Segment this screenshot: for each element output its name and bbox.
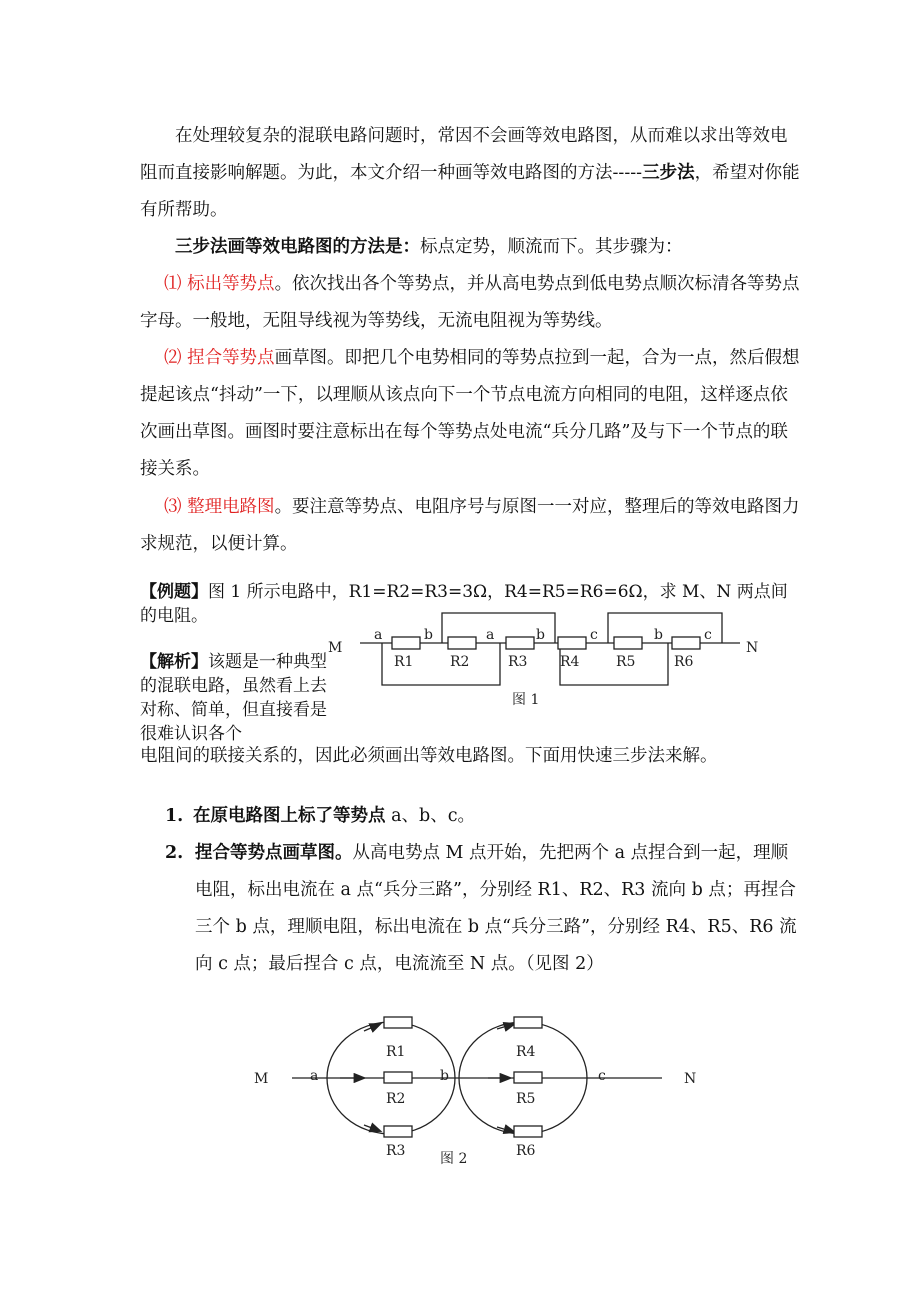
fig1-resistor-label: R4 [560, 654, 580, 670]
method-text: 标点定势，顺流而下。其步骤为： [420, 237, 683, 257]
step-3 [140, 489, 800, 563]
step-1-text: 。依次找出各个等势点，并从高电势点到低电势点顺次标清各等势点字母。一般地，无阻导线视为等势线，无流电阻视为等势线。 [140, 274, 800, 331]
analysis-text-side: 该题是一种典型的混联电路，虽然看上去对称、简单，但直接看是很难认识各个 [140, 652, 327, 744]
fig1-caption: 图 1 [512, 692, 540, 708]
intro-text: 在处理较复杂的混联电路问题时，常因不会画等效电路图，从而难以求出等效电阻而直接影响解题。为此，本文介绍一种画等效电路图的方法----- [140, 126, 788, 183]
step-1-label: ⑴ 标出等势点 [164, 274, 275, 294]
fig1-node-label: b [536, 627, 545, 643]
solution-step-1 [165, 798, 805, 835]
fig2-resistor-r4 [514, 1017, 542, 1028]
step-1 [140, 266, 800, 340]
solution-step-2-text: 从高电势点 M 点开始，先把两个 a 点捏合到一起，理顺电阻，标出电流在 a 点“兵分三路”，分别经 R1、R2、R3 流向 b 点；再捏合三个 b 点，理顺电阻，标出电流在 b 点“兵分三路”，分别经 R4、R5、R6 流向 c 点；最后捏合 c 点，电流流至 N 点。（见图 2） [195, 843, 797, 974]
fig2-resistor-r5 [514, 1072, 542, 1083]
step-2-text: 画草图。即把几个电势相同的等势点拉到一起，合为一点，然后假想提起该点“抖动”一下，以理顺从该点向下一个节点电流方向相同的电阻，这样逐点依次画出草图。画图时要注意标出在每个等势点处电流“兵分几路”及与下一个节点的联接关系。 [140, 348, 800, 479]
figure-2-circuit [240, 1005, 720, 1175]
fig1-node-label: a [374, 627, 383, 643]
fig2-resistor-label: R3 [386, 1143, 406, 1159]
example-label: 【例题】 [140, 582, 208, 602]
fig2-resistor-label: R6 [516, 1143, 536, 1159]
fig2-resistor-r3 [384, 1126, 412, 1137]
fig2-caption: 图 2 [440, 1151, 468, 1167]
fig1-resistor-label: R6 [674, 654, 694, 670]
fig1-resistor-label: R2 [450, 654, 470, 670]
analysis-label: 【解析】 [140, 652, 208, 672]
fig2-resistor-r1 [384, 1017, 412, 1028]
intro-bold: 三步法 [642, 163, 695, 183]
analysis-side [140, 650, 340, 746]
fig2-resistor-r2 [384, 1072, 412, 1083]
fig2-node-a: a [310, 1068, 319, 1084]
solution-step-2-num: 2. [165, 843, 184, 863]
fig2-node-b: b [440, 1068, 449, 1084]
fig1-resistor-label: R5 [616, 654, 636, 670]
fig1-resistor-label: R3 [508, 654, 528, 670]
fig1-node-label: c [590, 627, 598, 643]
analysis-full [140, 744, 800, 768]
intro-paragraph [140, 118, 800, 229]
fig1-node-label: b [654, 627, 663, 643]
fig1-node-label: c [704, 627, 712, 643]
fig1-resistor-r6 [672, 637, 700, 649]
fig1-node-label: a [486, 627, 495, 643]
fig1-node-label: b [424, 627, 433, 643]
intro-text-end: ，希望对你能有所帮助。 [140, 163, 800, 220]
fig2-resistor-label: R5 [516, 1091, 536, 1107]
step-2-label: ⑵ 捏合等势点 [164, 348, 275, 368]
method-bold: 三步法画等效电路图的方法是： [175, 237, 420, 257]
fig2-resistor-label: R4 [516, 1044, 536, 1060]
fig1-terminal-n: N [746, 640, 759, 656]
fig1-resistor-label: R1 [394, 654, 414, 670]
solution-step-1-num: 1. [165, 806, 184, 826]
solution-step-2-bold: 捏合等势点画草图。 [195, 843, 353, 863]
fig2-node-c: c [598, 1068, 606, 1084]
step-3-text: 。要注意等势点、电阻序号与原图一一对应，整理后的等效电路图力求规范，以便计算。 [140, 497, 800, 554]
fig1-terminal-m: M [328, 640, 343, 656]
fig1-resistor-r5 [614, 637, 642, 649]
figure-1-circuit [320, 600, 770, 720]
solution-step-1-text: a、b、c。 [385, 806, 475, 826]
solution-step-2 [165, 835, 805, 983]
fig1-resistor-r4 [558, 637, 586, 649]
fig2-terminal-n: N [684, 1071, 697, 1087]
solution-step-1-bold: 在原电路图上标了等势点 [193, 806, 386, 826]
method-line [175, 229, 835, 266]
step-3-label: ⑶ 整理电路图 [164, 497, 275, 517]
fig2-resistor-label: R1 [386, 1044, 406, 1060]
fig1-resistor-r1 [392, 637, 420, 649]
fig1-resistor-r2 [448, 637, 476, 649]
fig2-terminal-m: M [254, 1071, 269, 1087]
example-text: 图 1 所示电路中，R1=R2=R3=3Ω，R4=R5=R6=6Ω，求 M、N 两点间的电阻。 [140, 582, 788, 626]
analysis-text-full: 电阻间的联接关系的，因此必须画出等效电路图。下面用快速三步法来解。 [140, 746, 718, 766]
step-2 [140, 340, 800, 488]
fig2-resistor-label: R2 [386, 1091, 406, 1107]
fig1-resistor-r3 [506, 637, 534, 649]
fig2-resistor-r6 [514, 1126, 542, 1137]
